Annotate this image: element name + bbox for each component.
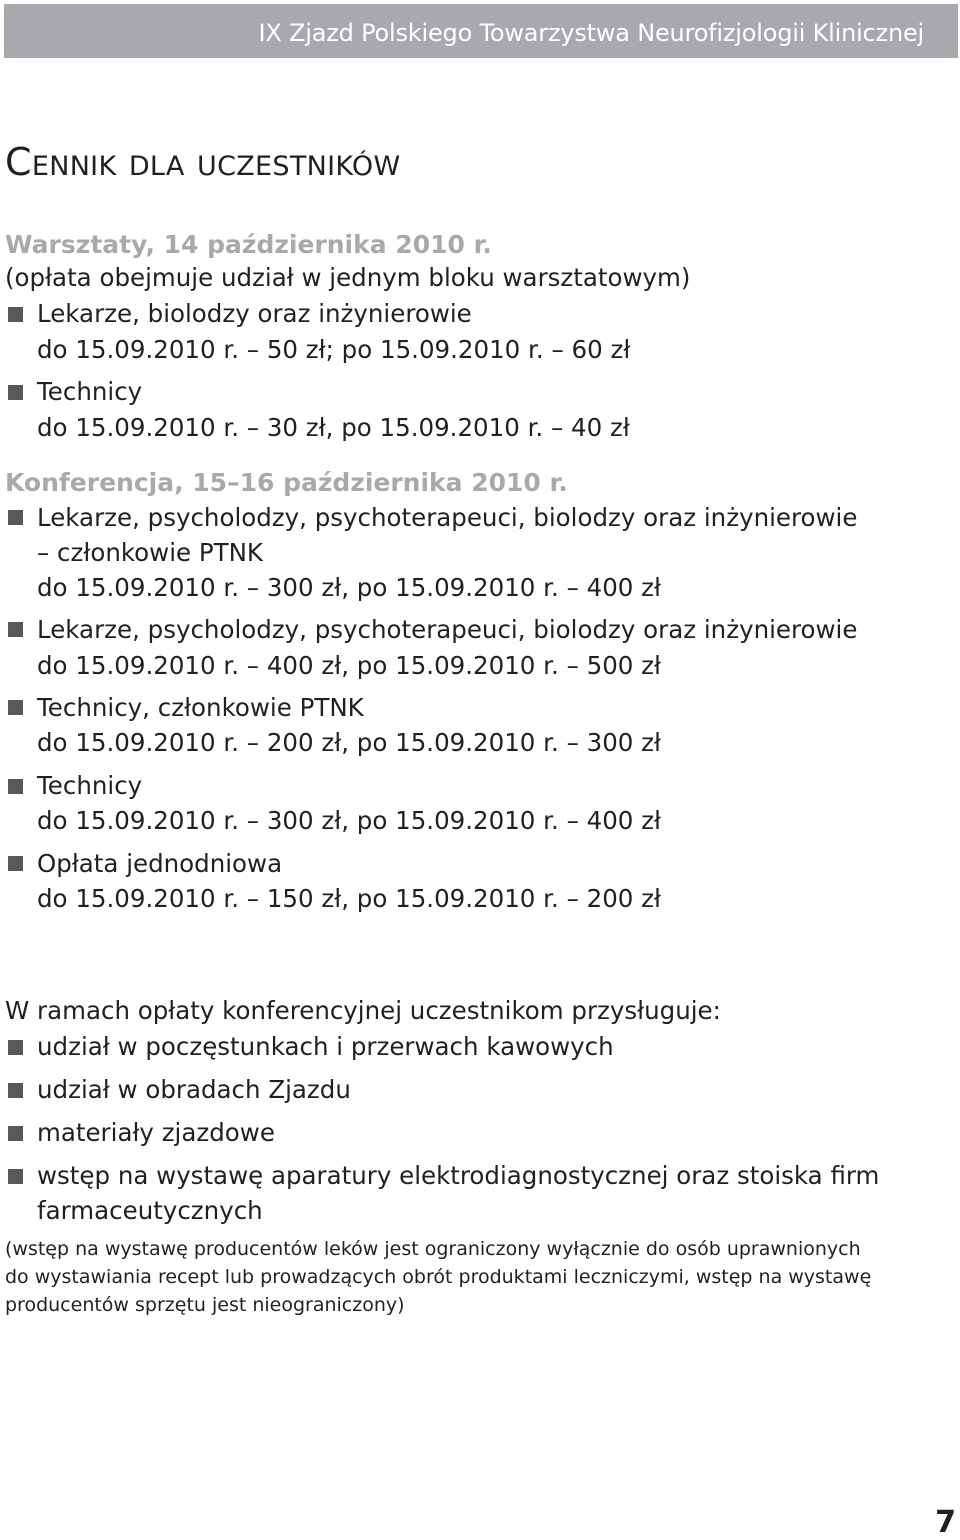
conference-item-label-continued: – członkowie PTNK: [37, 538, 263, 567]
conference-item-price: do 15.09.2010 r. – 200 zł, po 15.09.2010 r. – 300 zł: [37, 728, 661, 757]
bullet-icon: [8, 779, 23, 794]
conference-item-price: do 15.09.2010 r. – 400 zł, po 15.09.2010 r. – 500 zł: [37, 651, 661, 680]
workshops-item-label: Lekarze, biolodzy oraz inżynierowie: [37, 299, 472, 328]
bullet-icon: [8, 1169, 23, 1184]
conference-item-price: do 15.09.2010 r. – 300 zł, po 15.09.2010 r. – 400 zł: [37, 806, 661, 835]
benefit-item: wstęp na wystawę aparatury elektrodiagnostycznej oraz stoiska firm: [37, 1161, 880, 1190]
bullet-icon: [8, 1083, 23, 1098]
benefit-item-continued: farmaceutycznych: [37, 1196, 263, 1225]
conference-item-price: do 15.09.2010 r. – 150 zł, po 15.09.2010 r. – 200 zł: [37, 884, 661, 913]
bullet-icon: [8, 856, 23, 871]
workshops-item-price: do 15.09.2010 r. – 30 zł, po 15.09.2010 r. – 40 zł: [37, 413, 630, 442]
conference-item-label: Opłata jednodniowa: [37, 849, 283, 878]
conference-item-label: Lekarze, psycholodzy, psychoterapeuci, biolodzy oraz inżynierowie: [37, 503, 858, 532]
header-title: IX Zjazd Polskiego Towarzystwa Neurofizjologii Klinicznej: [258, 19, 924, 47]
page-title: Cennik dla uczestników: [5, 140, 401, 184]
benefit-item: udział w poczęstunkach i przerwach kawowych: [37, 1032, 614, 1061]
benefit-item: materiały zjazdowe: [37, 1118, 275, 1147]
conference-item-label: Technicy, członkowie PTNK: [37, 693, 364, 722]
conference-title: Konferencja, 15–16 października 2010 r.: [5, 468, 568, 497]
conference-item-label: Lekarze, psycholodzy, psychoterapeuci, biolodzy oraz inżynierowie: [37, 615, 858, 644]
workshops-item-label: Technicy: [37, 377, 143, 406]
benefit-item: udział w obradach Zjazdu: [37, 1075, 351, 1104]
bullet-icon: [8, 385, 23, 400]
bullet-icon: [8, 1040, 23, 1055]
bullet-icon: [8, 700, 23, 715]
benefits-note-line: producentów sprzętu jest nieograniczony): [5, 1294, 405, 1316]
benefits-note-line: (wstęp na wystawę producentów leków jest ograniczony wyłącznie do osób uprawnionych: [5, 1238, 861, 1260]
conference-item-label: Technicy: [37, 771, 143, 800]
bullet-icon: [8, 510, 23, 525]
workshops-title: Warsztaty, 14 października 2010 r.: [5, 230, 492, 259]
page-number: 7: [935, 1505, 956, 1540]
bullet-icon: [8, 622, 23, 637]
workshops-item-price: do 15.09.2010 r. – 50 zł; po 15.09.2010 r. – 60 zł: [37, 335, 631, 364]
header-bar: [4, 4, 958, 58]
workshops-subtitle: (opłata obejmuje udział w jednym bloku warsztatowym): [5, 263, 691, 292]
conference-item-price: do 15.09.2010 r. – 300 zł, po 15.09.2010 r. – 400 zł: [37, 573, 661, 602]
benefits-intro: W ramach opłaty konferencyjnej uczestnikom przysługuje:: [5, 996, 721, 1025]
bullet-icon: [8, 1126, 23, 1141]
bullet-icon: [8, 307, 23, 322]
benefits-note-line: do wystawiania recept lub prowadzących obrót produktami leczniczymi, wstęp na wystawę: [5, 1266, 872, 1288]
